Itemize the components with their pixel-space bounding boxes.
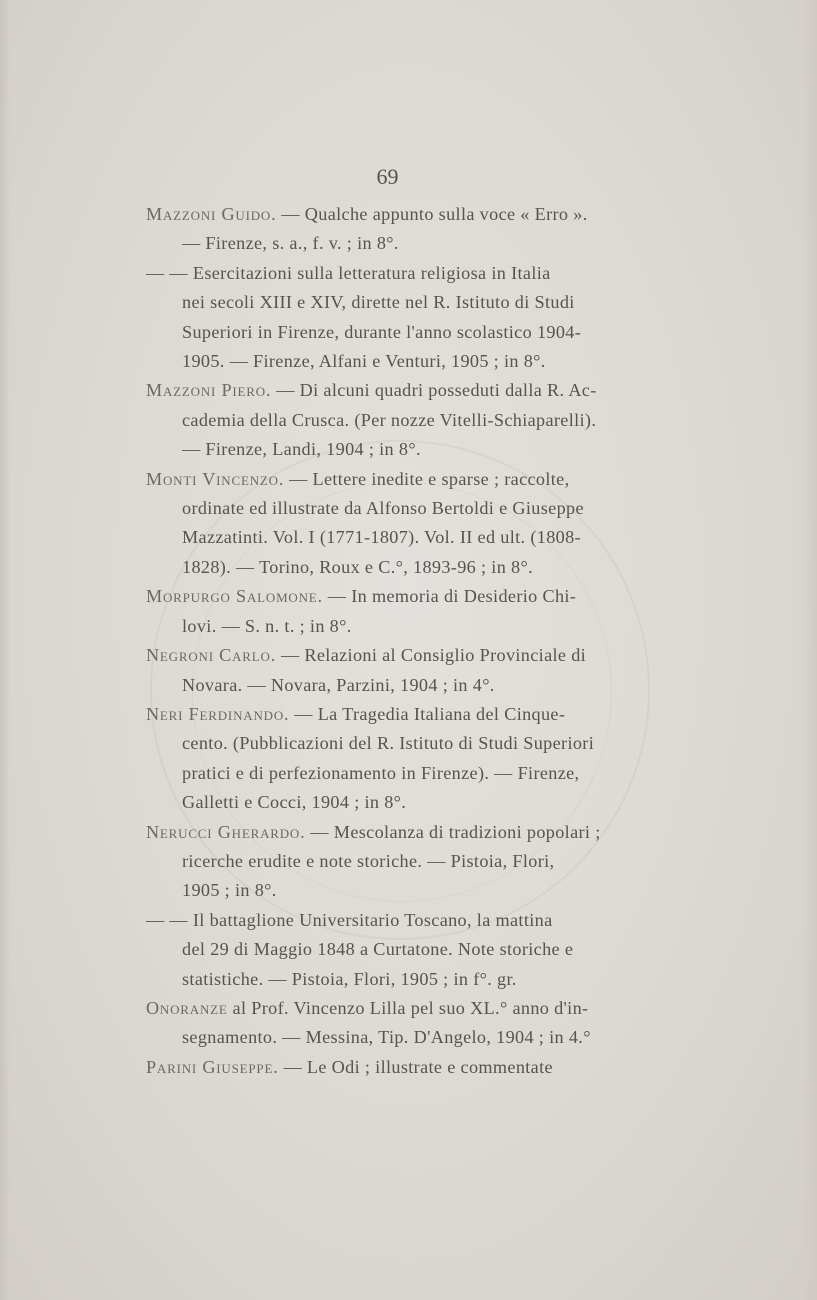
- entry-author: Morpurgo Salomone.: [146, 586, 323, 607]
- entry-line: [146, 288, 636, 317]
- entry-text: Galletti e Cocci, 1904 ; in 8°.: [182, 792, 407, 813]
- entry-text: cademia della Crusca. (Per nozze Vitelli-Schiaparelli).: [182, 409, 597, 430]
- entry-text: del 29 di Maggio 1848 a Curtatone. Note storiche e: [182, 939, 574, 960]
- entry-text: cento. (Pubblicazioni del R. Istituto di Studi Superiori: [182, 733, 595, 754]
- entry-line: [146, 259, 636, 288]
- entry-text: — Di alcuni quadri posseduti dalla R. Ac-: [271, 380, 597, 401]
- bibliography-entry: [146, 818, 636, 906]
- bibliography-entry: [146, 465, 636, 583]
- entry-text: Mazzatinti. Vol. I (1771-1807). Vol. II ed ult. (1808-: [182, 527, 581, 548]
- entry-text: 1828). — Torino, Roux e C.°, 1893-96 ; in 8°.: [182, 556, 534, 577]
- entry-line: [146, 906, 636, 935]
- entry-author: Nerucci Gherardo.: [146, 821, 306, 842]
- entry-line: [146, 788, 636, 817]
- entry-text: — Mescolanza di tradizioni popolari ;: [305, 821, 601, 842]
- entry-text: — Qualche appunto sulla voce « Erro ».: [276, 204, 588, 224]
- entry-author: Monti Vincenzo.: [146, 468, 285, 489]
- entry-text: — Firenze, s. a., f. v. ; in 8°.: [182, 233, 399, 254]
- entry-line: [146, 965, 636, 994]
- entry-text: — Le Odi ; illustrate e commentate: [278, 1056, 553, 1077]
- bibliography-entry: [146, 200, 636, 259]
- entry-text: — Relazioni al Consiglio Provinciale di: [276, 645, 587, 666]
- entry-line: [146, 376, 636, 405]
- entry-text: 1905. — Firenze, Alfani e Venturi, 1905 ; in 8°.: [182, 351, 546, 372]
- entry-author: Negroni Carlo.: [146, 645, 277, 666]
- entry-line: [146, 347, 636, 376]
- bibliography-entry: [146, 1053, 636, 1082]
- entry-text: nei secoli XIII e XIV, dirette nel R. Istituto di Studi: [182, 292, 575, 313]
- entry-text: — In memoria di Desiderio Chi-: [322, 586, 577, 607]
- entry-line: [146, 729, 636, 758]
- bibliography-entry: [146, 641, 636, 700]
- entry-line: [146, 1023, 636, 1052]
- entry-line: [146, 671, 636, 700]
- entry-line: [146, 641, 636, 670]
- bibliography-entry: [146, 259, 636, 377]
- bibliography-entry: [146, 376, 636, 464]
- entry-line: [146, 582, 636, 611]
- entry-text: — — Esercitazioni sulla letteratura religiosa in Italia: [146, 262, 551, 283]
- entry-line: [146, 200, 636, 229]
- entry-text: — — Il battaglione Universitario Toscano, la mattina: [146, 909, 553, 930]
- entry-text: al Prof. Vincenzo Lilla pel suo XL.° anno d'in-: [227, 997, 589, 1018]
- entry-author: Neri Ferdinando.: [146, 703, 290, 724]
- page-number: 69: [376, 164, 399, 189]
- entry-line: [146, 494, 636, 523]
- entry-text: segnamento. — Messina, Tip. D'Angelo, 1904 ; in 4.°: [182, 1027, 591, 1048]
- right-page-shadow: [803, 0, 817, 1300]
- bibliography-list: [146, 200, 636, 1082]
- entry-author: Mazzoni Piero.: [146, 380, 272, 401]
- entry-text: Superiori in Firenze, durante l'anno scolastico 1904-: [182, 321, 582, 342]
- entry-text: pratici e di perfezionamento in Firenze). — Firenze,: [182, 762, 580, 783]
- bibliography-entry: [146, 582, 636, 641]
- left-page-shadow: [0, 0, 10, 1300]
- entry-text: 1905 ; in 8°.: [182, 880, 277, 901]
- entry-author: Mazzoni Guido.: [146, 204, 277, 224]
- entry-line: [146, 523, 636, 552]
- entry-text: — Lettere inedite e sparse ; raccolte,: [284, 468, 570, 489]
- entry-line: [146, 612, 636, 641]
- entry-line: [146, 229, 636, 258]
- entry-text: statistiche. — Pistoia, Flori, 1905 ; in f°. gr.: [182, 968, 517, 989]
- entry-line: [146, 876, 636, 905]
- entry-line: [146, 759, 636, 788]
- entry-author: Onoranze: [146, 997, 228, 1018]
- entry-text: ricerche erudite e note storiche. — Pistoia, Flori,: [182, 850, 555, 871]
- entry-line: [146, 435, 636, 464]
- entry-line: [146, 700, 636, 729]
- entry-line: [146, 465, 636, 494]
- entry-line: [146, 818, 636, 847]
- entry-line: [146, 1053, 636, 1082]
- entry-line: [146, 553, 636, 582]
- entry-text: lovi. — S. n. t. ; in 8°.: [182, 615, 352, 636]
- entry-line: [146, 318, 636, 347]
- bibliography-entry: [146, 906, 636, 994]
- entry-text: — La Tragedia Italiana del Cinque-: [289, 703, 566, 724]
- bibliography-entry: [146, 700, 636, 818]
- entry-line: [146, 935, 636, 964]
- entry-text: — Firenze, Landi, 1904 ; in 8°.: [182, 439, 421, 460]
- entry-line: [146, 847, 636, 876]
- bibliography-entry: [146, 994, 636, 1053]
- entry-line: [146, 994, 636, 1023]
- entry-author: Parini Giuseppe.: [146, 1056, 279, 1077]
- entry-text: ordinate ed illustrate da Alfonso Bertoldi e Giuseppe: [182, 498, 584, 519]
- entry-line: [146, 406, 636, 435]
- entry-text: Novara. — Novara, Parzini, 1904 ; in 4°.: [182, 674, 495, 695]
